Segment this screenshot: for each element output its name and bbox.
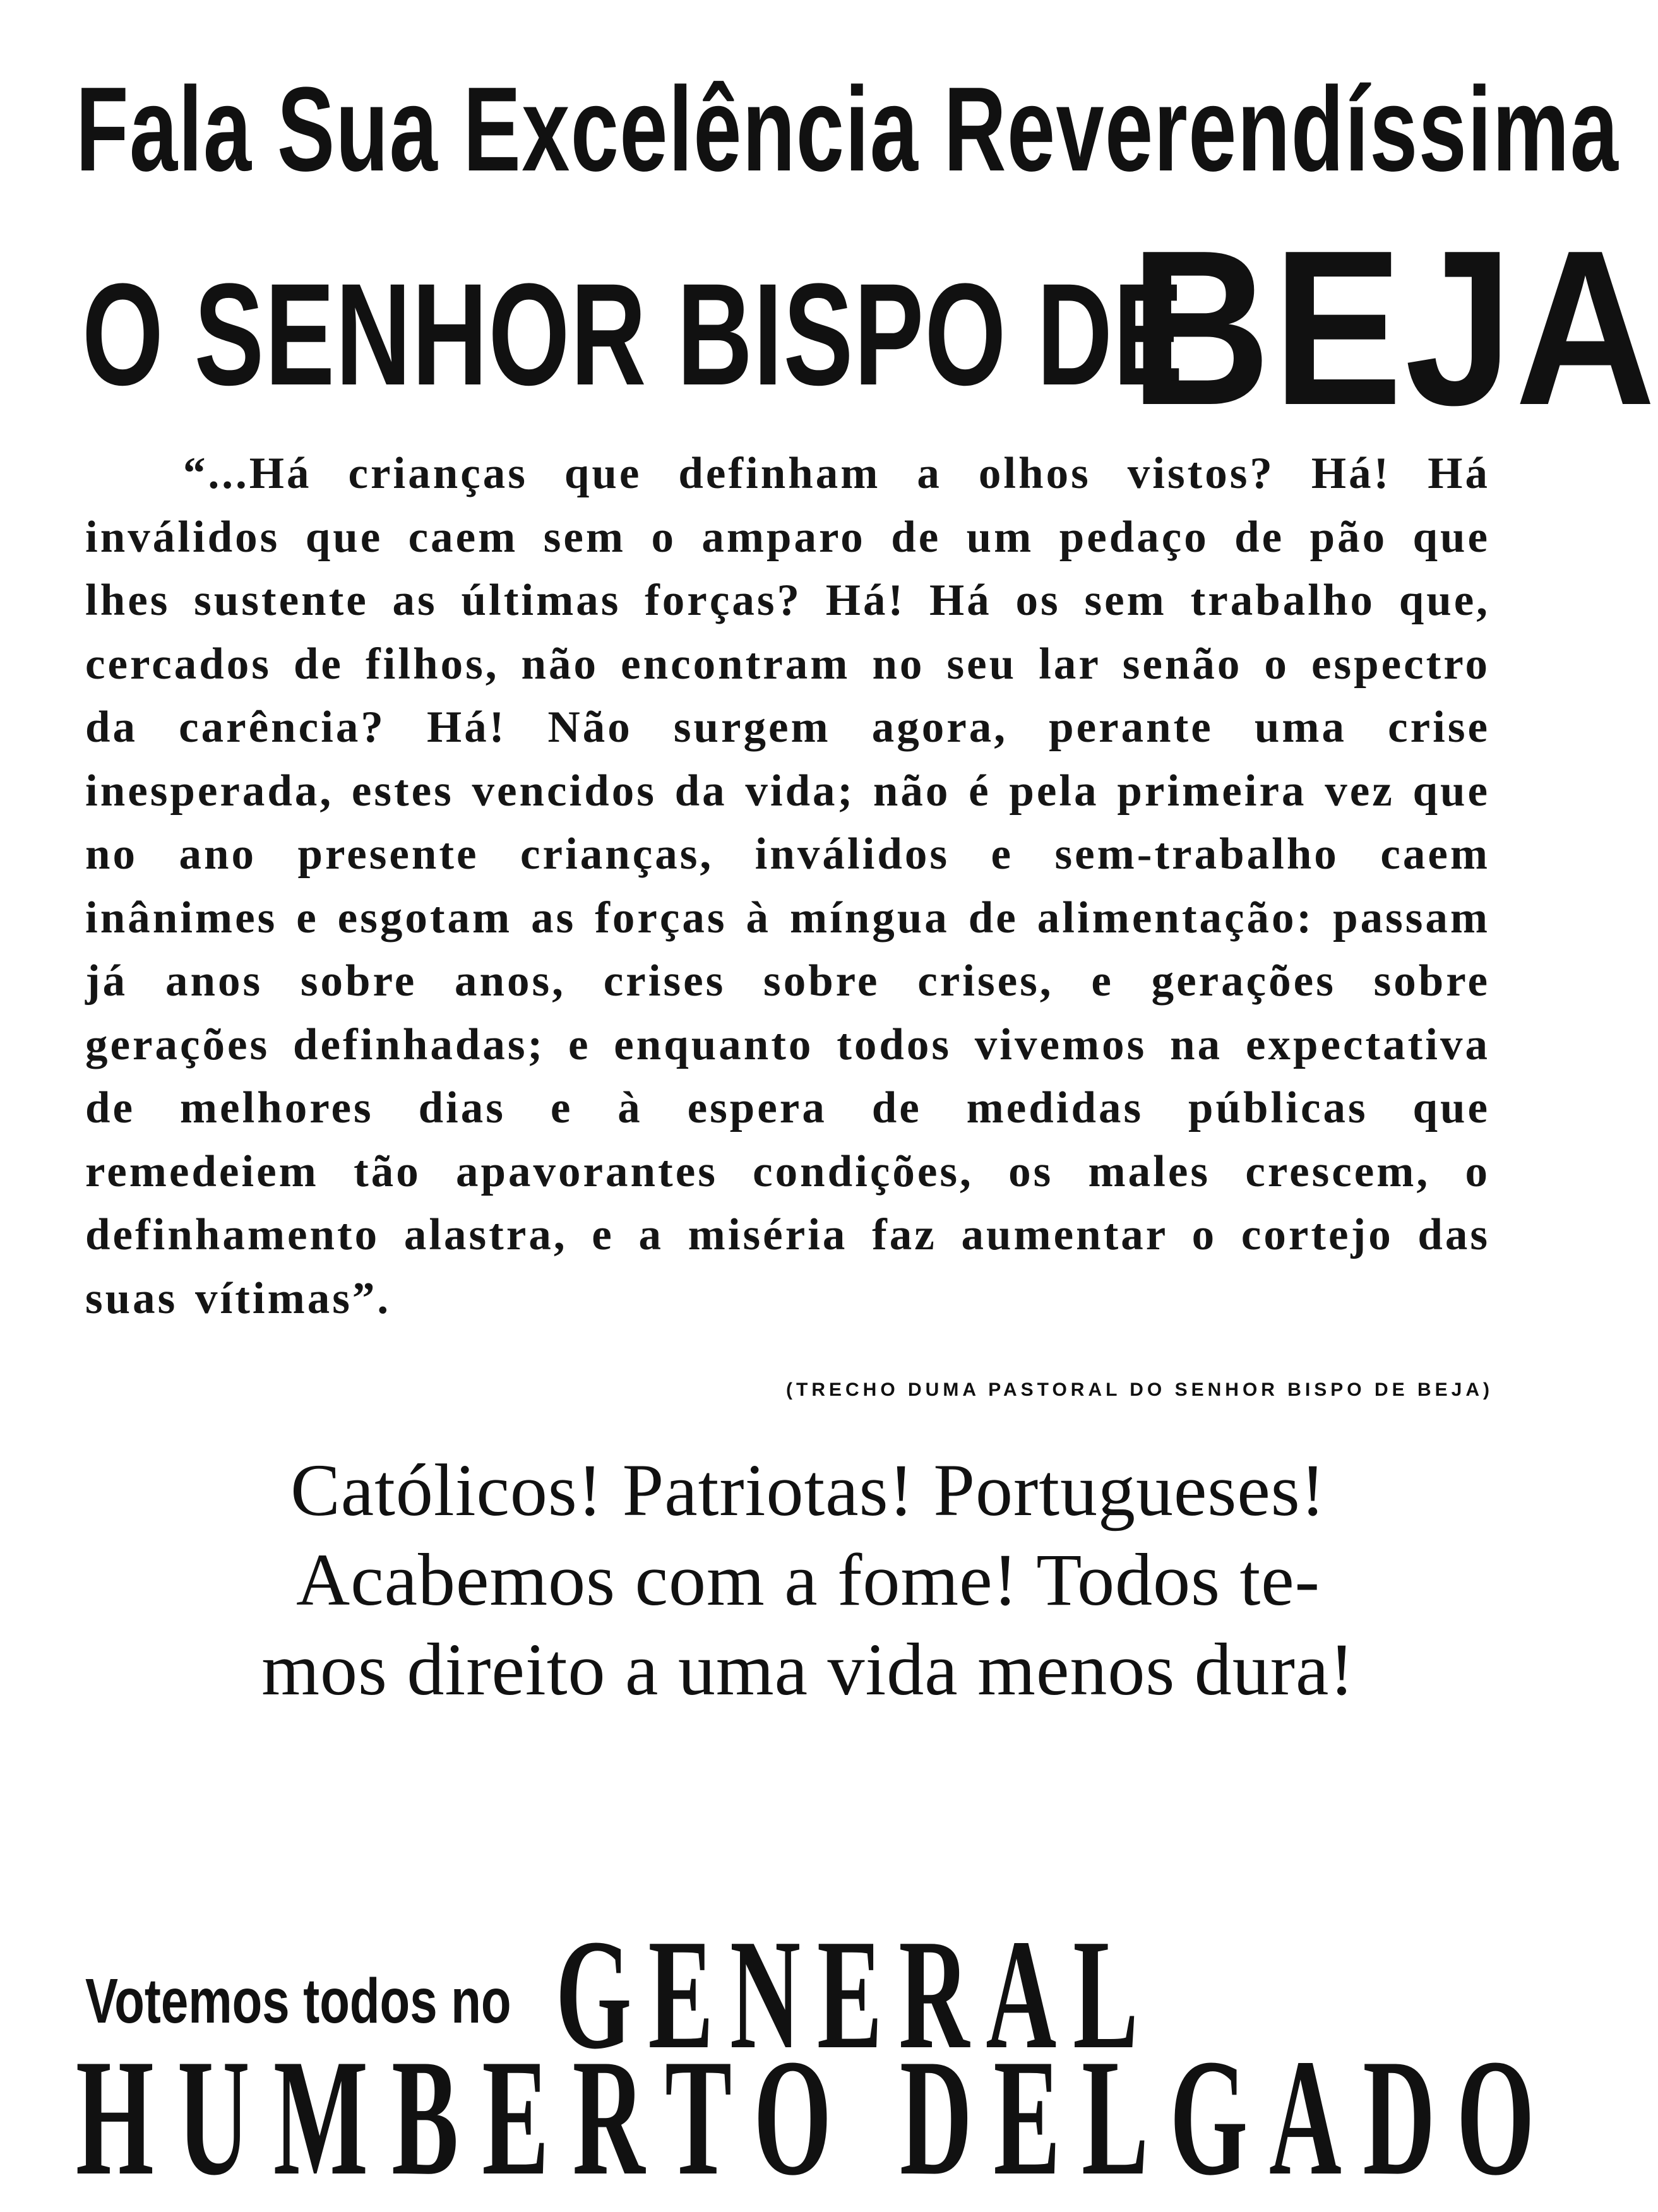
headline-subject-prefix: O SENHOR BISPO DE xyxy=(82,253,1184,415)
appeal-line-1: Católicos! Patriotas! Portugueses! xyxy=(290,1449,1326,1531)
appeal-block xyxy=(202,1446,1414,1715)
appeal-line-2: Acabemos com a fome! Todos te- xyxy=(296,1538,1320,1621)
candidate-first-name: HUMBERTO xyxy=(76,2025,856,2210)
pastoral-quote: “...Há crianças que definham a olhos vistos? Há! Há inválidos que caem sem o amparo de um pedaço de pão que lhes sustente as últimas forças? Há! Há os sem trabalho que, cercados de filhos, não encontram no seu lar senão o espectro da carência? Há! Não surgem agora, perante uma crise inesperada, estes vencidos da vida; não é pela primeira vez que no ano presente crianças, inválidos e sem-trabalho caem inânimes e esgotam as forças à míngua de alimentação: passam já anos sobre anos, crises sobre crises, e gerações sobre gerações definhadas; e enquanto todos vivemos na expectativa de melhores dias e à espera de medidas públicas que remedeiem tão apavorantes condições, os males crescem, o definhamento alastra, e a miséria faz aumentar o cortejo das suas vítimas”. xyxy=(85,449,1490,1323)
vote-prefix: Votemos todos no xyxy=(85,1966,511,2037)
headline-title: Fala Sua Excelência Reverendíssima xyxy=(76,62,1619,196)
candidate-title: GENERAL xyxy=(556,1907,1155,2082)
quote-source: (TRECHO DUMA PASTORAL DO SENHOR BISPO DE BEJA) xyxy=(786,1379,1493,1400)
headline-subject xyxy=(82,205,1658,451)
appeal-line-3: mos direito a uma vida menos dura! xyxy=(261,1628,1355,1711)
headline-subject-emphasis: BEJA xyxy=(1130,205,1658,451)
candidate-name xyxy=(76,2025,1556,2210)
candidate-last-name: DELGADO xyxy=(900,2025,1556,2210)
